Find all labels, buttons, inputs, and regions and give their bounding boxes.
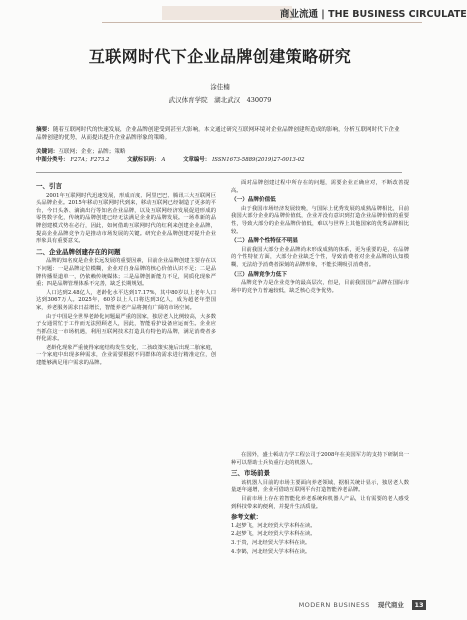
paragraph: 品牌竞争力是企业竞争的最高层次，但是，目前我国国产品牌在国际市场中的竞争力普遍较低，缺乏核心竞争优势。 <box>231 280 409 294</box>
paragraph: 2001年互联网时代迅速发展，形成百度、阿里巴巴、腾讯三大互联网巨头品牌企业。2015年移动互联网时代到来，移动互联网已经制造了更多的平台，今日头条、滴滴出行等知名企业品牌，以及互联网经济发展促进形成的零售数字化，传统的品牌创建已经无法满足企业的品牌发展。一场革新的品牌创建模式势在必行，因此，如何借助互联网时代的红利来创建企业品牌，提高企业品牌竞争力是推动市场发展的关键。研究企业品牌创建对提升企业形象具有重要意义。 <box>36 192 216 245</box>
keywords-label: 关键词： <box>36 149 59 155</box>
article-meta <box>36 156 402 164</box>
subheading: （二）品牌个性特征不明显 <box>231 238 299 245</box>
references-title: 参考文献： <box>231 514 262 522</box>
page-footer <box>299 600 426 612</box>
right-column-top <box>231 180 409 448</box>
section-heading: 二、企业品牌创建存在的问题 <box>36 247 121 256</box>
paragraph: 由于中国是全世界老龄化问题最严重的国家，独居老人比例较高，大多数子女通常忙于工作而无法照顾老人，因此，智能看护设备应运而生。企业应当抓住这一市场机遇，利用互联网技术打造具有特色的品牌，满足消费者多样化需求。 <box>36 313 216 343</box>
paragraph: 面对品牌创建过程中所存在的问题，需要企业正确应对，不断改善提高。 <box>231 180 409 194</box>
reference-item: 2.赵梦飞，河北经贸大学本科在读。 <box>231 531 316 538</box>
reference-item: 4.李鹤，河北经贸大学本科在读。 <box>231 548 311 555</box>
journal-name-en: MODERN BUSINESS <box>298 601 370 609</box>
article-id-value: ISSN1673-5889(2019)27-0013-02 <box>212 157 305 163</box>
article-id-label: 文章编号： <box>183 157 211 163</box>
journal-name-cn: 现代商业 <box>377 601 404 609</box>
affiliation: 武汉体育学院 湖北武汉 430079 <box>168 96 272 104</box>
paragraph: 目前市场上存在着智能化养老系统和机器人产品，让有需要的老人感受到科技带来的便利，并提升生活质量。 <box>231 495 409 510</box>
keywords <box>36 148 402 156</box>
doc-code-label: 文献标识码： <box>127 157 160 163</box>
running-header <box>162 6 467 20</box>
article-title: 互联网时代下企业品牌创建策略研究 <box>88 47 352 66</box>
paragraph: 在国外，盛士顿动力学工程公司于2008年在美国军方的支持下研制出一种可以帮助士兵负重行走的机器人。 <box>231 452 409 466</box>
section-heading: 三、市场前景 <box>231 469 270 478</box>
header-band <box>162 6 292 20</box>
abstract-text: 随着互联网时代的快速发展，企业品牌创建受到甚至大影响。本文通过研究互联网环境对企业品牌创建所造成的影响，分析互联网时代下企业品牌创建的优势，从而提出提升企业品牌形象的策略。 <box>36 127 400 141</box>
references <box>231 514 409 556</box>
reference-item: 1.赵梦飞，河北经贸大学本科在读。 <box>231 522 316 529</box>
keywords-text: 互联网；企业；品牌；策略 <box>58 149 126 155</box>
paragraph: 由于我国市场经济发展较晚，与国际上优秀发展的成熟品牌相比，目前我国大部分企业的品牌价值低，企业并没有意识到打造企业品牌价值的重要性，导致大部分的企业品牌价值低，难以与世界上其他国家的优秀品牌相比较。 <box>231 205 409 235</box>
paragraph: 人口达到2.48亿人，老龄化水平达到17.17%，其中80岁以上老年人口达到3067万人。2025年，60岁以上人口将达到3亿人，成为超老年型国家，养老服务需求日益增长，智能养老产品将拥有广阔的市场空间。 <box>36 289 216 311</box>
left-column <box>36 180 216 530</box>
divider <box>36 172 402 173</box>
page-number: 13 <box>412 600 426 610</box>
author: 涂佳楠 <box>210 83 230 91</box>
doc-code-value: A <box>161 157 166 163</box>
section-name: 商业流通 | THE BUSINESS CIRCULATE <box>280 9 467 20</box>
paragraph: 目前我国大部分企业品牌尚未形成成熟的体系，更为重要的是，在品牌的个性特征方面，大部分企业缺乏个性，导致消费者对企业品牌的认知模糊，无法给予消费者深刻的品牌形象，不能长期吸引消费者。 <box>231 246 409 268</box>
subheading: （一）品牌价值低 <box>231 197 276 204</box>
header-rule <box>102 22 422 23</box>
abstract <box>36 126 402 142</box>
paragraph: 该机器人目前的市场主要面向养老领域，据相关统计显示，独居老人数量逐年递增，企业可借助互联网平台打造智能养老品牌。 <box>231 479 409 494</box>
paragraph: 老龄化现象严重使得家庭结构发生变化，二孩政策实施后出现二胎家庭，一个家庭中出现多种需求，企业需要根据不同群体的需求进行精准定位，创建能够满足用户需求的品牌。 <box>36 344 216 367</box>
subheading: （三）品牌竞争力低下 <box>231 271 287 278</box>
clc-value: F27A；F273.2 <box>70 157 110 163</box>
clc-label: 中图分类号： <box>36 157 69 163</box>
right-column-bottom <box>231 452 409 597</box>
section-heading: 一、引言 <box>36 182 62 190</box>
paragraph: 品牌的知名度是企业长远发展的重要因素，目前企业品牌创建主要存在以下问题：一是品牌定位模糊，企业对自身品牌的核心价值认识不足；二是品牌传播渠道单一，仍依赖传统媒体；三是品牌创新能力不足，同质化现象严重；四是品牌管理体系不完善，缺乏长期规划。 <box>36 258 216 288</box>
reference-item: 3.于贵，河北经贸大学本科在读。 <box>231 539 311 546</box>
abstract-label: 摘要： <box>36 127 53 133</box>
